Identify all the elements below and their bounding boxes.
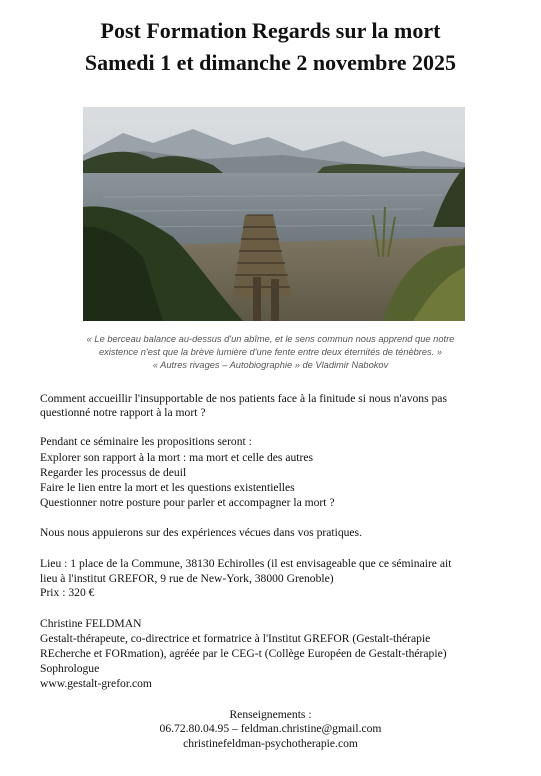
page-title: Post Formation Regards sur la mort xyxy=(100,18,441,43)
proposition-item: Regarder les processus de deuil xyxy=(40,466,187,479)
lake-photo xyxy=(83,107,465,321)
contact-heading: Renseignements : xyxy=(229,708,312,721)
contact-website[interactable]: christinefeldman-psychotherapie.com xyxy=(183,737,358,750)
trainer-description: Sophrologue xyxy=(40,662,100,675)
quote-line: « Le berceau balance au-dessus d'un abîme, et le sens commun nous apprend que notre xyxy=(86,334,455,344)
quote-line: existence n'est que la brève lumière d'une fente entre deux éternités de ténèbres. » xyxy=(98,347,443,357)
proposition-item: Faire le lien entre la mort et les questions existentielles xyxy=(40,481,295,494)
location-text: lieu à l'institut GREFOR, 9 rue de New-York, 38000 Grenoble) xyxy=(40,572,334,585)
trainer-description: REcherche et FORmation), agréée par le CEG-t (Collège Européen de Gestalt-thérapie) xyxy=(40,647,447,660)
experience-text: Nous nous appuierons sur des expériences vécues dans vos pratiques. xyxy=(40,526,362,539)
contact-phone-email[interactable]: 06.72.80.04.95 – feldman.christine@gmail.com xyxy=(159,722,382,735)
quote-attribution: « Autres rivages – Autobiographie » de Vladimir Nabokov xyxy=(152,360,389,370)
website-link[interactable]: www.gestalt-grefor.com xyxy=(40,677,152,690)
trainer-name: Christine FELDMAN xyxy=(40,617,142,630)
proposition-item: Questionner notre posture pour parler et accompagner la mort ? xyxy=(40,496,335,509)
page-subtitle-dates: Samedi 1 et dimanche 2 novembre 2025 xyxy=(84,50,457,75)
location-text: Lieu : 1 place de la Commune, 38130 Echirolles (il est envisageable que ce séminaire ait xyxy=(40,557,452,570)
trainer-description: Gestalt-thérapeute, co-directrice et formatrice à l'Institut GREFOR (Gestalt-thérapie xyxy=(40,632,431,645)
propositions-heading: Pendant ce séminaire les propositions seront : xyxy=(40,435,252,448)
price-text: Prix : 320 € xyxy=(40,586,95,599)
intro-text: questionné notre rapport à la mort ? xyxy=(40,406,206,419)
proposition-item: Explorer son rapport à la mort : ma mort et celle des autres xyxy=(40,451,314,464)
intro-text: Comment accueillir l'insupportable de nos patients face à la finitude si nous n'avons pas xyxy=(40,392,447,405)
